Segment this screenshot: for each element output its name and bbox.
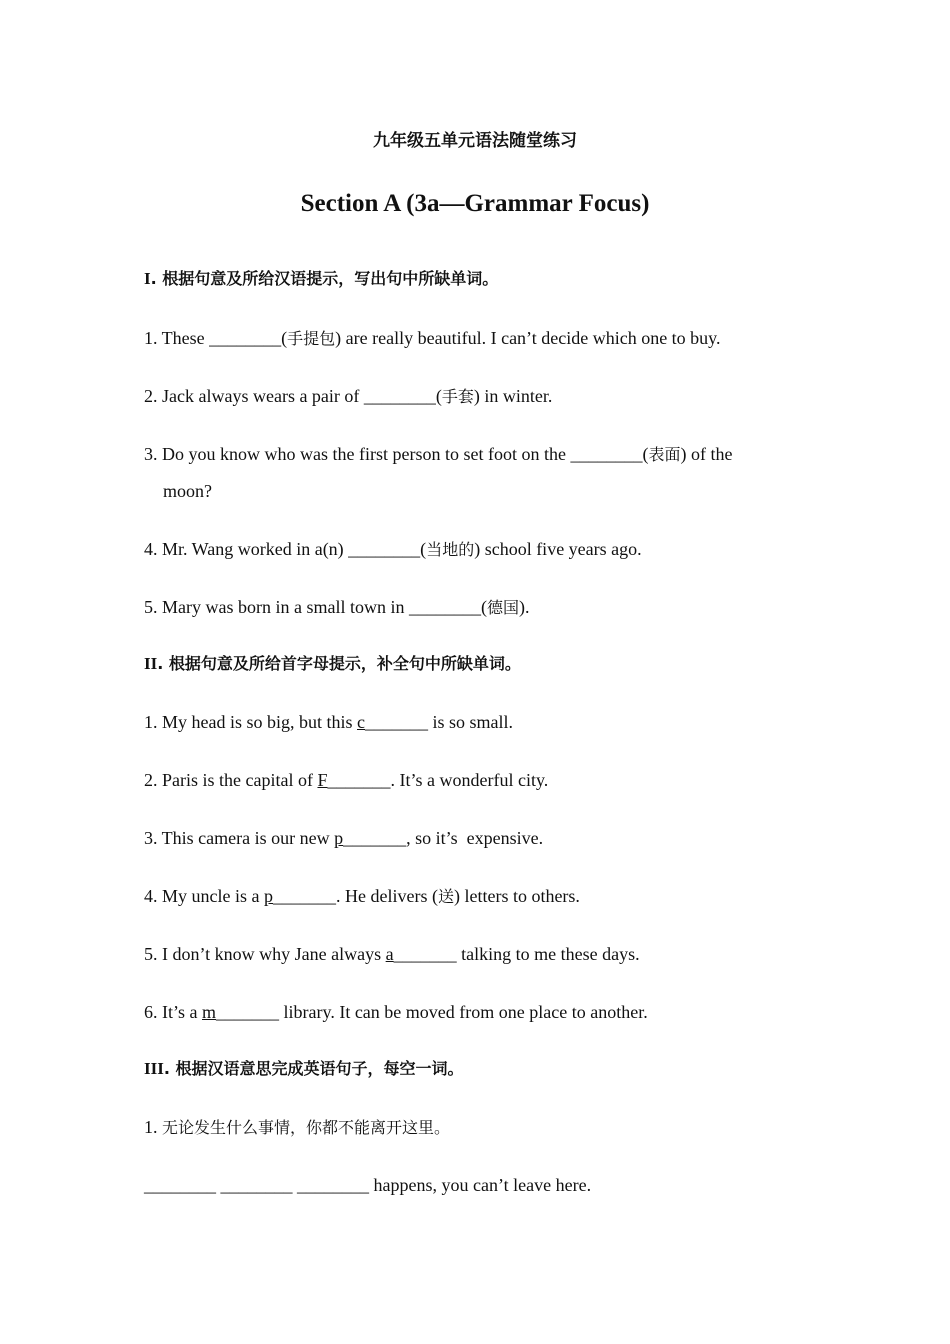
section1-num: I	[144, 269, 151, 288]
s1-item-4	[144, 536, 642, 563]
s2-item-2-pre: 2. Paris is the capital of	[144, 770, 318, 790]
s2-item-4-blank: _______	[272, 886, 336, 906]
s2-item-1-pre: 1. My head is so big, but this	[144, 712, 358, 732]
s1-item-4-cn: 当地的	[426, 540, 475, 559]
s2-item-4-cn: 送	[437, 887, 454, 906]
s2-item-3-post: , so it’s expensive.	[406, 828, 544, 848]
s2-item-6-blank: _______	[216, 1002, 280, 1022]
s2-item-6-pre: 6. It’s a	[144, 1002, 202, 1022]
s3-item-1-cn-text: 无论发生什么事情，你都不能离开这里。	[162, 1118, 451, 1137]
s2-item-5-blank: _______	[393, 944, 457, 964]
s1-item-1-pre: 1. These ________(	[144, 328, 288, 348]
s1-item-2	[144, 383, 552, 410]
s2-item-6	[144, 999, 648, 1025]
section3-heading-text: . 根据汉语意思完成英语句子，每空一词。	[163, 1059, 464, 1078]
s2-item-2-post: . It’s a wonderful city.	[390, 770, 549, 790]
s1-item-3-cn: 表面	[648, 445, 681, 464]
section3-num: III	[144, 1059, 164, 1078]
s2-item-4	[144, 883, 580, 910]
s2-item-4-post: . He delivers (	[335, 886, 438, 906]
s1-item-5	[144, 594, 529, 621]
page-title-en: Section A (3a—Grammar Focus)	[300, 190, 650, 217]
s3-item-1-cn	[144, 1114, 450, 1141]
s1-item-2-post: ) in winter.	[473, 386, 553, 406]
s2-item-1	[144, 709, 513, 735]
s2-item-5-post: talking to me these days.	[456, 944, 640, 964]
s2-item-4-hint: p	[263, 886, 273, 906]
section1-heading	[144, 266, 498, 292]
s1-item-2-cn: 手套	[441, 387, 474, 406]
s2-item-3	[144, 825, 543, 851]
s3-item-1-num: 1.	[144, 1117, 162, 1137]
s1-item-5-post: ).	[518, 597, 530, 617]
section3-heading	[144, 1056, 464, 1082]
s2-item-1-blank: _______	[365, 712, 429, 732]
s1-item-3-post: ) of the	[680, 444, 733, 464]
s2-item-6-post: library. It can be moved from one place to another.	[279, 1002, 648, 1022]
s2-item-4-pre: 4. My uncle is a	[144, 886, 264, 906]
s1-item-1	[144, 325, 721, 352]
s3-item-1-en: ________ ________ ________ happens, you can’t leave here.	[144, 1175, 592, 1195]
s2-item-6-hint: m	[202, 1002, 217, 1022]
s2-item-1-post: is so small.	[428, 712, 514, 732]
s1-item-1-post: ) are really beautiful. I can’t decide which one to buy.	[335, 328, 721, 348]
s2-item-5-hint: a	[385, 944, 394, 964]
s2-item-5-pre: 5. I don’t know why Jane always	[144, 944, 386, 964]
s2-item-3-blank: _______	[343, 828, 407, 848]
s1-item-3	[144, 441, 732, 468]
s2-item-2-hint: F	[317, 770, 328, 790]
section1-heading-text: . 根据句意及所给汉语提示，写出句中所缺单词。	[150, 269, 499, 288]
s1-item-4-pre: 4. Mr. Wang worked in a(n) ________(	[144, 539, 427, 559]
s1-item-4-post: ) school five years ago.	[474, 539, 642, 559]
section2-heading	[144, 651, 521, 677]
s1-item-1-cn: 手提包	[287, 329, 336, 348]
s1-item-5-pre: 5. Mary was born in a small town in ________(	[144, 597, 487, 617]
s2-item-2-blank: _______	[327, 770, 391, 790]
section2-num: II	[144, 654, 158, 673]
s2-item-3-hint: p	[334, 828, 344, 848]
page-title-cn: 九年级五单元语法随堂练习	[373, 131, 577, 151]
s1-item-3-pre: 3. Do you know who was the first person to set foot on the ________(	[144, 444, 649, 464]
s2-item-1-hint: c	[357, 712, 366, 732]
s2-item-5	[144, 941, 640, 967]
s2-item-4-post2: ) letters to others.	[453, 886, 580, 906]
s1-item-2-pre: 2. Jack always wears a pair of ________(	[144, 386, 442, 406]
section2-heading-text: . 根据句意及所给首字母提示，补全句中所缺单词。	[157, 654, 521, 673]
s2-item-3-pre: 3. This camera is our new	[144, 828, 335, 848]
s1-item-3-cont: moon?	[163, 481, 212, 501]
s2-item-2	[144, 767, 548, 793]
s1-item-5-cn: 德国	[486, 598, 519, 617]
